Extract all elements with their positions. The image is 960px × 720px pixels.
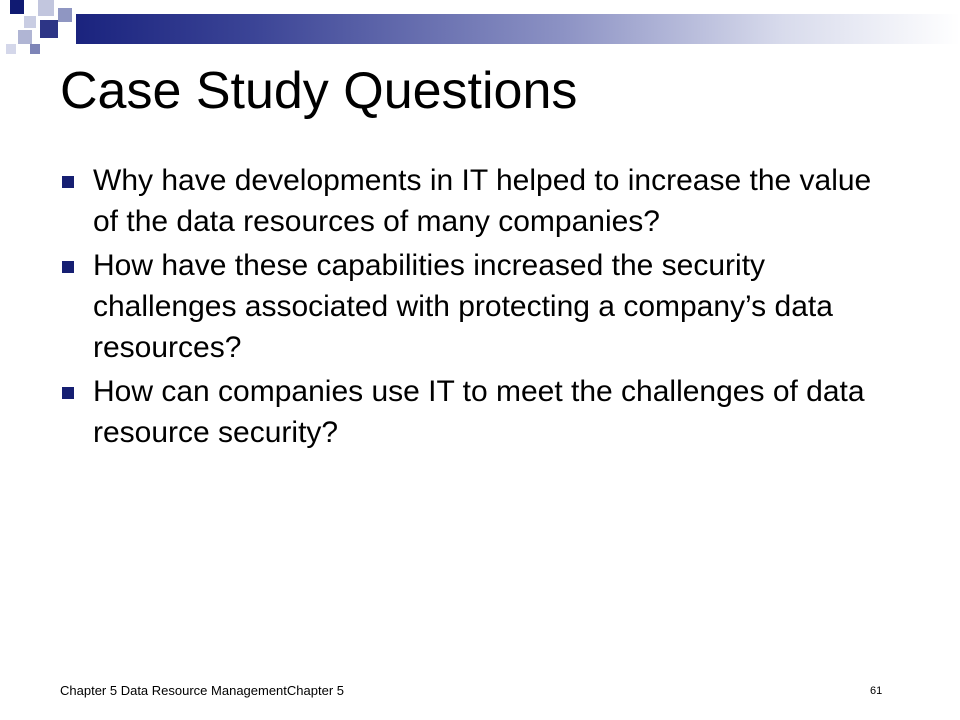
decor-square — [38, 0, 54, 16]
decor-square — [24, 16, 36, 28]
square-bullet-icon — [62, 176, 74, 188]
bullet-item — [62, 160, 882, 242]
bullet-text: Why have developments in IT helped to increase the value of the data resources of many companies? — [93, 164, 872, 238]
blue-squares-decoration-icon — [0, 0, 80, 64]
slide-title: Case Study Questions — [60, 62, 578, 120]
bullet-item — [62, 245, 882, 368]
decor-square — [6, 44, 16, 54]
footer-chapter-label: Chapter 5 Data Resource ManagementChapter 5 — [60, 683, 344, 698]
decor-square — [30, 44, 40, 54]
bullet-item — [62, 371, 882, 453]
decor-square — [18, 30, 32, 44]
square-bullet-icon — [62, 261, 74, 273]
square-bullet-icon — [62, 387, 74, 399]
bullet-text: How have these capabilities increased the security challenges associated with protecting a company’s data resources? — [93, 249, 833, 364]
bullet-list — [62, 160, 882, 456]
bullet-text: How can companies use IT to meet the challenges of data resource security? — [93, 375, 865, 449]
decor-square — [58, 8, 72, 22]
page-number: 61 — [870, 685, 883, 697]
header-gradient-band — [76, 14, 960, 44]
decor-square — [10, 0, 24, 14]
decor-square — [40, 20, 58, 38]
